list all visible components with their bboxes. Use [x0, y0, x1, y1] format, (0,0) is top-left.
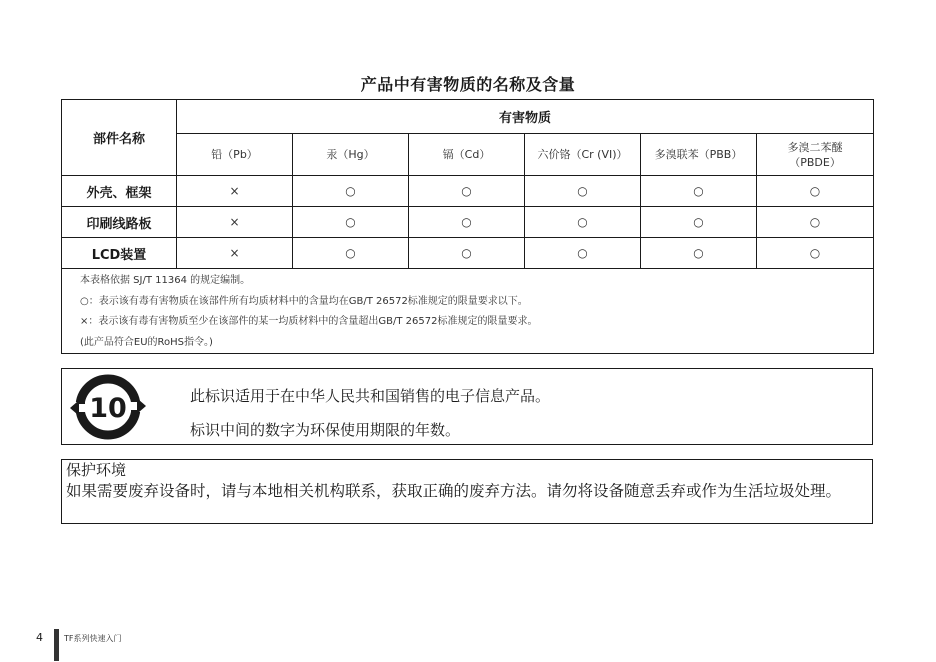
table-row — [62, 238, 874, 269]
table-row — [62, 176, 874, 207]
row-part-label: 外壳、框架 — [62, 176, 177, 207]
note-line: ○：表示该有毒有害物质在该部件所有均质材料中的含量均在GB/T 26572标准规定的限量要求以下。 — [80, 295, 528, 307]
note-line: (此产品符合EU的RoHS指令。) — [80, 336, 213, 348]
mark-cell: × — [177, 238, 293, 269]
substance-cr6: 六价铬（Cr (VI)） — [525, 134, 641, 176]
row-part-label: LCD装置 — [62, 238, 177, 269]
part-name-header: 部件名称 — [62, 100, 177, 176]
hazardous-substance-table — [61, 99, 874, 354]
mark-cell: ○ — [293, 238, 409, 269]
mark-cell: ○ — [409, 176, 525, 207]
mark-cell: ○ — [641, 207, 757, 238]
substance-pb: 铅（Pb） — [177, 134, 293, 176]
logo-description-line2: 标识中间的数字为环保使用期限的年数。 — [190, 421, 461, 439]
mark-cell: ○ — [757, 176, 874, 207]
mark-cell: ○ — [409, 207, 525, 238]
mark-cell: ○ — [757, 238, 874, 269]
mark-cell: ○ — [641, 176, 757, 207]
mark-cell: × — [177, 176, 293, 207]
note-line: ×：表示该有毒有害物质至少在该部件的某一均质材料中的含量超出GB/T 26572标准规定的限量要求。 — [80, 316, 538, 327]
substance-cd: 镉（Cd） — [409, 134, 525, 176]
row-part-label: 印刷线路板 — [62, 207, 177, 238]
recycle-period-logo-icon — [68, 371, 148, 443]
mark-cell: ○ — [757, 207, 874, 238]
page-number: 4 — [36, 631, 43, 644]
mark-cell: ○ — [293, 207, 409, 238]
substance-pbb: 多溴联苯（PBB） — [641, 134, 757, 176]
footer-divider — [54, 629, 59, 661]
mark-cell: ○ — [525, 238, 641, 269]
page-title: 产品中有害物质的名称及含量 — [360, 75, 576, 94]
hazard-header: 有害物质 — [177, 100, 874, 134]
logo-number: 10 — [89, 393, 127, 424]
mark-cell: ○ — [525, 176, 641, 207]
mark-cell: ○ — [525, 207, 641, 238]
footer-doc-title: TF系列快速入门 — [64, 634, 122, 643]
efup-logo-box — [61, 368, 873, 445]
environment-body: 如果需要废弃设备时，请与本地相关机构联系，获取正确的废弃方法。请勿将设备随意丢弃或作为生活垃圾处理。 — [66, 482, 842, 500]
environment-box — [61, 459, 873, 524]
mark-cell: × — [177, 207, 293, 238]
note-line: 本表格依据 SJ/T 11364 的规定编制。 — [80, 275, 251, 286]
substance-pbde: 多溴二苯醚（PBDE） — [757, 134, 874, 176]
mark-cell: ○ — [409, 238, 525, 269]
table-row — [62, 207, 874, 238]
environment-title: 保护环境 — [66, 461, 127, 479]
logo-description-line1: 此标识适用于在中华人民共和国销售的电子信息产品。 — [190, 387, 551, 405]
mark-cell: ○ — [293, 176, 409, 207]
substance-hg: 汞（Hg） — [293, 134, 409, 176]
table-notes — [62, 269, 874, 354]
mark-cell: ○ — [641, 238, 757, 269]
